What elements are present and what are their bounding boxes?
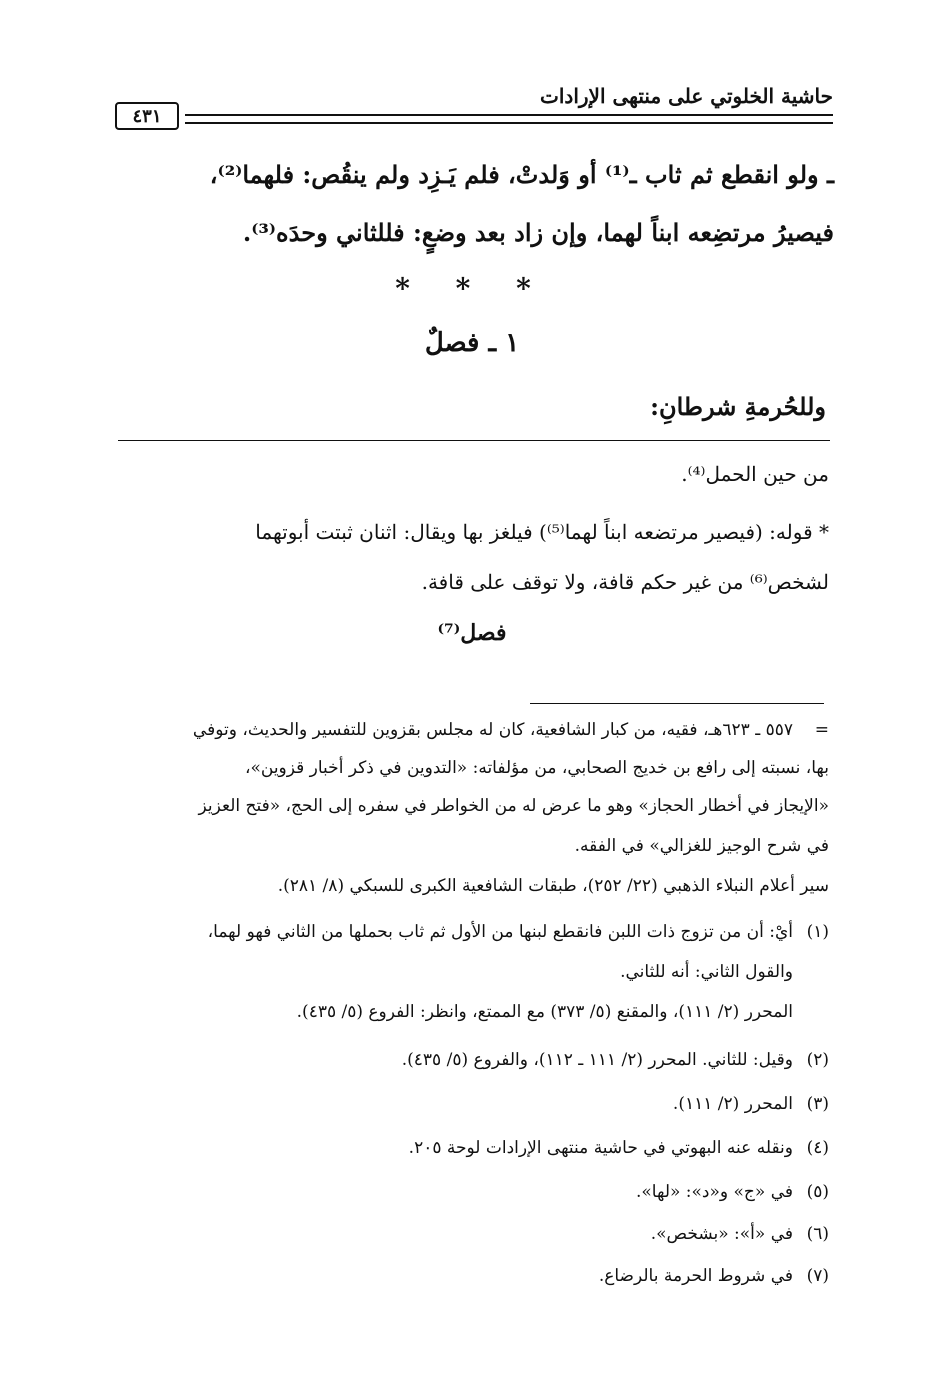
footnote-continuation-line-5: سير أعلام النبلاء الذهبي (٢٢/ ٢٥٢)، طبقات الشافعية الكبرى للسبكي (٨/ ٢٨١).	[277, 876, 829, 896]
footnote-1-line-3: المحرر (٢/ ١١١)، والمقنع (٥/ ٣٧٣) مع الممتع، وانظر: الفروع (٥/ ٤٣٥).	[296, 1002, 793, 1022]
footnote-continuation-line-1	[117, 720, 829, 740]
footnote-text: ونقله عنه البهوتي في حاشية منتهى الإرادات لوحة ٢٠٥.	[408, 1138, 793, 1158]
matn-line-3: وللحُرمةِ شرطانِ:	[650, 392, 826, 421]
footnote-rule	[530, 703, 824, 704]
section-title: ١ ـ فصلٌ	[424, 328, 520, 358]
footnote-5-number: (٥)	[806, 1182, 829, 1202]
footnote-text: في «ج» و«د»: «لها».	[636, 1182, 793, 1202]
footnote-4	[117, 1138, 829, 1158]
footnote-4-number: (٤)	[806, 1138, 829, 1158]
footnote-1-number: (١)	[806, 922, 829, 942]
commentary-line-1: من حين الحمل⁽⁴⁾.	[681, 462, 829, 486]
footnote-3	[117, 1094, 829, 1114]
footnote-continuation-line-4: في شرح الوجيز للغزالي» في الفقه.	[574, 836, 829, 856]
footnote-continuation-line-3: «الإيجاز في أخطار الحجاز» وهو ما عرض له من الخواطر في سفره إلى الحج، «فتح العزيز	[198, 796, 829, 816]
matn-commentary-divider	[118, 440, 830, 441]
continuation-marker: =	[814, 720, 829, 740]
matn-line-2: فيصيرُ مرتضِعه ابناً لهما، وإن زاد بعد وضعٍ: فللثاني وحدَه⁽³⁾.	[242, 218, 834, 247]
footnote-text: أيْ: أن من تزوج ذات اللبن فانقطع لبنها من الأول ثم ثاب بحملها من الثاني فهو لهما،	[207, 922, 793, 942]
page-number: ٤٣١	[115, 102, 179, 130]
commentary-fasl-heading: فصل⁽⁷⁾	[437, 620, 507, 646]
footnote-text: وقيل: للثاني. المحرر (٢/ ١١١ ـ ١١٢)، والفروع (٥/ ٤٣٥).	[401, 1050, 793, 1070]
commentary-line-2: * قوله: (فيصير مرتضعه ابناً لهما⁽⁵⁾) فيلغز بها ويقال: اثنان ثبتت أبوتهما	[255, 520, 829, 544]
footnote-6	[117, 1224, 829, 1244]
footnote-7	[117, 1266, 829, 1286]
footnote-text: في شروط الحرمة بالرضاع.	[598, 1266, 793, 1286]
footnote-continuation-line-2: بها، نسبته إلى رافع بن خديج الصحابي، من مؤلفاته: «التدوين في ذكر أخبار قزوين»،	[244, 758, 829, 778]
footnote-1-line-2: والقول الثاني: أنه للثاني.	[620, 962, 793, 982]
footnote-5	[117, 1182, 829, 1202]
running-title: حاشية الخلوتي على منتهى الإرادات	[540, 84, 833, 108]
footnote-text: المحرر (٢/ ١١١).	[672, 1094, 793, 1114]
footnote-text: ٥٥٧ ـ ٦٢٣هـ، فقيه، من كبار الشافعية، كان له مجلس بقزوين للتفسير والحديث، وتوفي	[192, 720, 793, 740]
footnote-6-number: (٦)	[806, 1224, 829, 1244]
footnote-1-line-1	[117, 922, 829, 942]
section-separator-stars: * * *	[395, 272, 549, 305]
footnote-3-number: (٣)	[806, 1094, 829, 1114]
footnote-text: في «أ»: «بشخص».	[650, 1224, 793, 1244]
commentary-line-3: لشخص⁽⁶⁾ من غير حكم قافة، ولا توقف على قافة.	[421, 570, 829, 594]
footnote-7-number: (٧)	[806, 1266, 829, 1286]
matn-line-1: ـ ولو انقطع ثم ثاب ـ⁽¹⁾ أو وَلدتْ، فلم يَـزِد ولم ينقُص: فلهما⁽²⁾،	[209, 160, 834, 189]
page-header	[115, 70, 833, 130]
header-rule	[185, 114, 833, 124]
footnote-2	[117, 1050, 829, 1070]
footnote-2-number: (٢)	[806, 1050, 829, 1070]
